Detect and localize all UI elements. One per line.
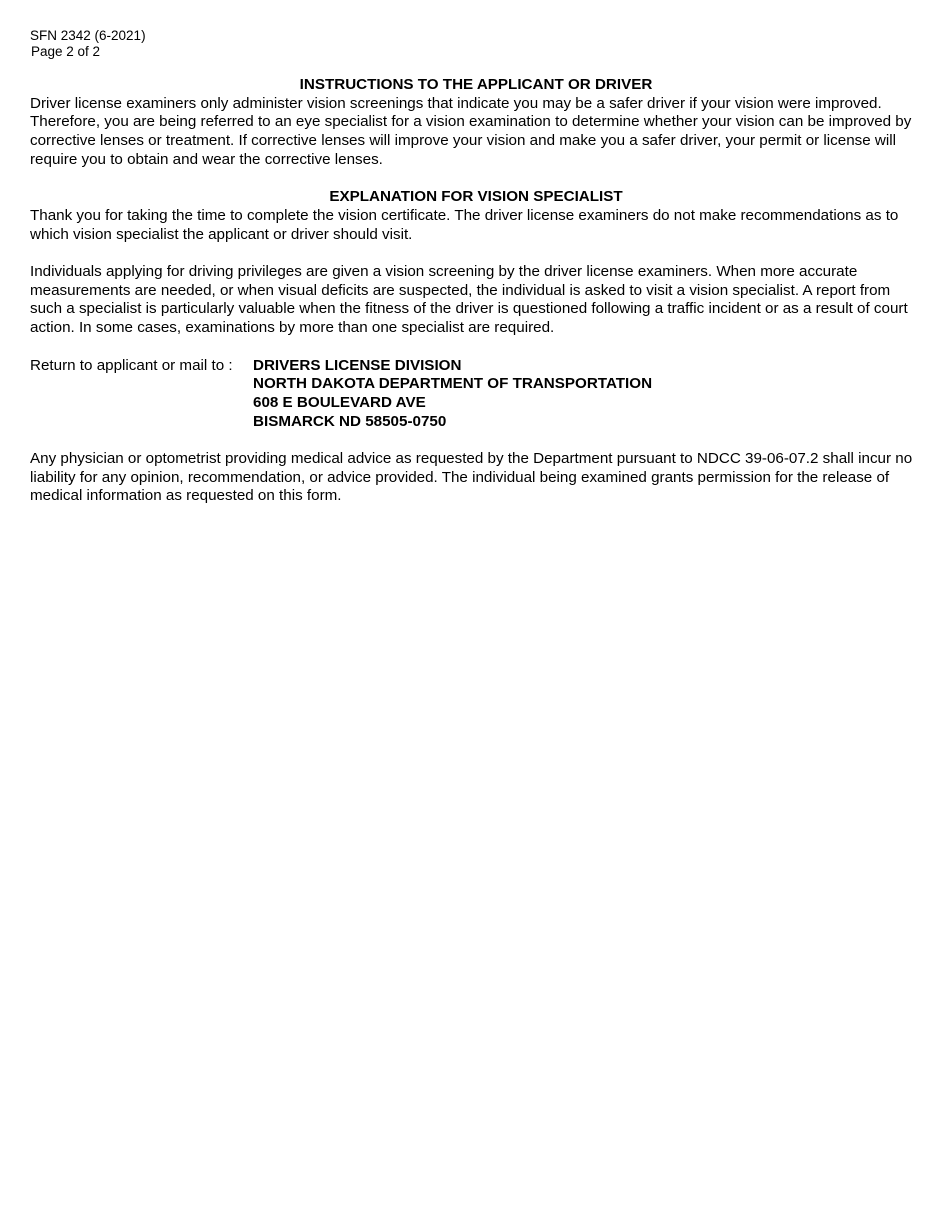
address-line-street: 608 E BOULEVARD AVE xyxy=(253,393,426,411)
return-address-label: Return to applicant or mail to : xyxy=(30,356,233,374)
explanation-heading: EXPLANATION FOR VISION SPECIALIST xyxy=(329,188,623,206)
address-line-city: BISMARCK ND 58505-0750 xyxy=(253,412,447,430)
instructions-paragraph: Driver license examiners only administer vision screenings that indicate you may be a safer driver if your vision were improved. Therefore, you are being referred to an eye specialist for a vision examination to determine whether your vision can be improved by corrective lenses or treatment. If corrective lenses will improve your vision and make you a safer driver, your permit or license will require you to obtain and wear the corrective lenses. xyxy=(30,94,912,168)
spacer xyxy=(30,431,922,450)
instructions-heading: INSTRUCTIONS TO THE APPLICANT OR DRIVER xyxy=(299,76,653,93)
explanation-paragraph-2: Individuals applying for driving privileges are given a vision screening by the driver license examiners. When more accurate measurements are needed, or when visual deficits are suspected, the individual is asked to visit a vision specialist. A report from such a specialist is particularly valuable when the fitness of the driver is questioned following a traffic incident or as a result of court action. In some cases, examinations by more than one specialist are required. xyxy=(30,263,908,337)
address-line-department: NORTH DAKOTA DEPARTMENT OF TRANSPORTATION xyxy=(253,375,653,393)
address-line-division: DRIVERS LICENSE DIVISION xyxy=(253,356,462,374)
return-address-section xyxy=(30,357,922,432)
spacer xyxy=(30,244,922,263)
document-body xyxy=(30,76,922,506)
spacer xyxy=(30,170,922,189)
mailing-address xyxy=(253,357,652,432)
form-id: SFN 2342 (6-2021) xyxy=(30,28,146,43)
spacer xyxy=(30,338,922,357)
explanation-paragraph-1: Thank you for taking the time to complete the vision certificate. The driver license examiners do not make recommendations as to which vision specialist the applicant or driver should visit. xyxy=(30,206,899,243)
liability-notice: Any physician or optometrist providing medical advice as requested by the Department pursuant to NDCC 39-06-07.2 shall incur no liability for any opinion, recommendation, or advice provided. The individual being examined grants permission for the release of medical information as requested on this form. xyxy=(30,450,913,505)
page-number: Page 2 of 2 xyxy=(31,44,101,59)
